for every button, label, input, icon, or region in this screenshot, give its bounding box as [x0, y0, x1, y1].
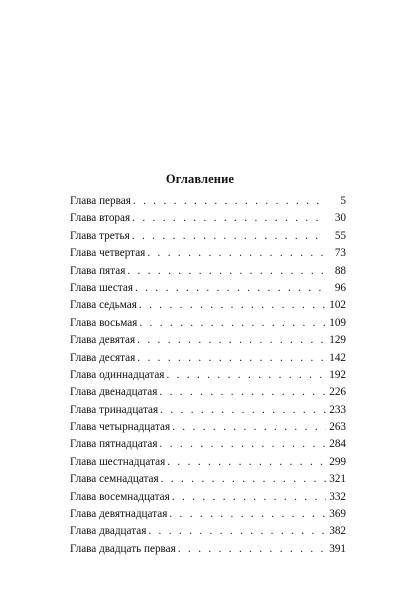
toc-entry [70, 245, 346, 262]
toc-entry-page: 102 [329, 299, 346, 312]
toc-entry-page: 382 [329, 525, 346, 538]
toc-entry [70, 506, 346, 523]
toc-entry-label: Глава девятнадцатая [70, 508, 168, 521]
toc-leader-dots [132, 228, 326, 245]
toc-entry-page: 109 [329, 316, 346, 329]
toc-entry [70, 454, 346, 471]
toc-entry-label: Глава двадцатая [70, 525, 147, 538]
toc-entry-label: Глава восьмая [70, 316, 138, 329]
toc-entry-page: 129 [329, 334, 346, 347]
toc-entry-page: 30 [334, 212, 346, 225]
toc-entry-page: 321 [329, 473, 346, 486]
toc-leader-dots [148, 523, 326, 540]
toc-entry-label: Глава семнадцатая [70, 473, 159, 486]
toc-leader-dots [137, 350, 326, 367]
toc-leader-dots [135, 280, 326, 297]
toc-entry-label: Глава третья [70, 229, 130, 242]
toc-entry-page: 142 [329, 351, 346, 364]
toc-entry-label: Глава четырнадцатая [70, 421, 171, 434]
toc-leader-dots [160, 436, 326, 453]
toc-leader-dots [161, 471, 326, 488]
toc-leader-dots [132, 210, 326, 227]
toc-entry-label: Глава первая [70, 195, 131, 207]
toc-entry [70, 419, 346, 436]
toc-entry [70, 367, 346, 384]
toc-entry [70, 193, 346, 210]
toc-entry-page: 73 [334, 247, 346, 260]
toc-leader-dots [147, 245, 326, 262]
toc-leader-dots [137, 332, 326, 349]
toc-entry-label: Глава десятая [70, 351, 136, 364]
toc-leader-dots [159, 384, 326, 401]
toc-entry-page: 88 [334, 264, 346, 277]
toc-entry-page: 233 [329, 403, 346, 416]
toc-entry-page: 55 [334, 229, 346, 242]
toc-entry-label: Глава шестнадцатая [70, 455, 166, 468]
toc-leader-dots [169, 506, 326, 523]
toc-entry-label: Глава шестая [70, 281, 134, 294]
toc-entry-label: Глава девятая [70, 334, 136, 347]
toc-entry [70, 332, 346, 349]
toc-entry-page: 5 [340, 195, 346, 207]
toc-entry-label: Глава тринадцатая [70, 403, 159, 416]
toc-entry-label: Глава пятая [70, 264, 126, 277]
toc-entry-page: 192 [329, 368, 346, 381]
toc-leader-dots [167, 454, 326, 471]
toc-entry-label: Глава двадцать первая [70, 542, 176, 555]
toc-entry [70, 489, 346, 506]
toc-entry-page: 96 [334, 281, 346, 294]
toc-title: Оглавление [165, 172, 235, 186]
toc-entry [70, 523, 346, 540]
toc-entry-page: 226 [329, 386, 346, 399]
toc-entry [70, 280, 346, 297]
toc-entry-label: Глава восемнадцатая [70, 490, 170, 503]
toc-entry-page: 284 [329, 438, 346, 451]
toc-entry-page: 263 [329, 421, 346, 434]
toc-leader-dots [160, 402, 326, 419]
toc-leader-dots [172, 489, 326, 506]
toc-leader-dots [178, 541, 326, 558]
toc-entry-label: Глава двенадцатая [70, 386, 158, 399]
toc-leader-dots [139, 315, 326, 332]
toc-leader-dots [166, 367, 326, 384]
toc-leader-dots [139, 297, 326, 314]
toc-leader-dots [172, 419, 326, 436]
toc-entry [70, 384, 346, 401]
toc-entry-label: Глава седьмая [70, 299, 137, 312]
toc-leader-dots [133, 193, 326, 210]
toc-entry-page: 391 [329, 542, 346, 555]
toc-entry [70, 541, 346, 558]
toc-entry-label: Глава четвертая [70, 247, 146, 260]
toc-entry-label: Глава вторая [70, 212, 131, 225]
toc-entry [70, 315, 346, 332]
toc-entry-label: Глава пятнадцатая [70, 438, 158, 451]
toc-entry [70, 297, 346, 314]
toc-list [70, 193, 346, 558]
toc-entry [70, 350, 346, 367]
toc-entry [70, 402, 346, 419]
toc-entry [70, 210, 346, 227]
toc-leader-dots [127, 263, 326, 280]
toc-entry [70, 436, 346, 453]
toc-entry [70, 471, 346, 488]
toc-entry-page: 369 [329, 508, 346, 521]
toc-entry [70, 263, 346, 280]
toc-entry-label: Глава одиннадцатая [70, 368, 165, 381]
toc-entry-page: 299 [329, 455, 346, 468]
toc-entry-page: 332 [329, 490, 346, 503]
toc-entry [70, 228, 346, 245]
